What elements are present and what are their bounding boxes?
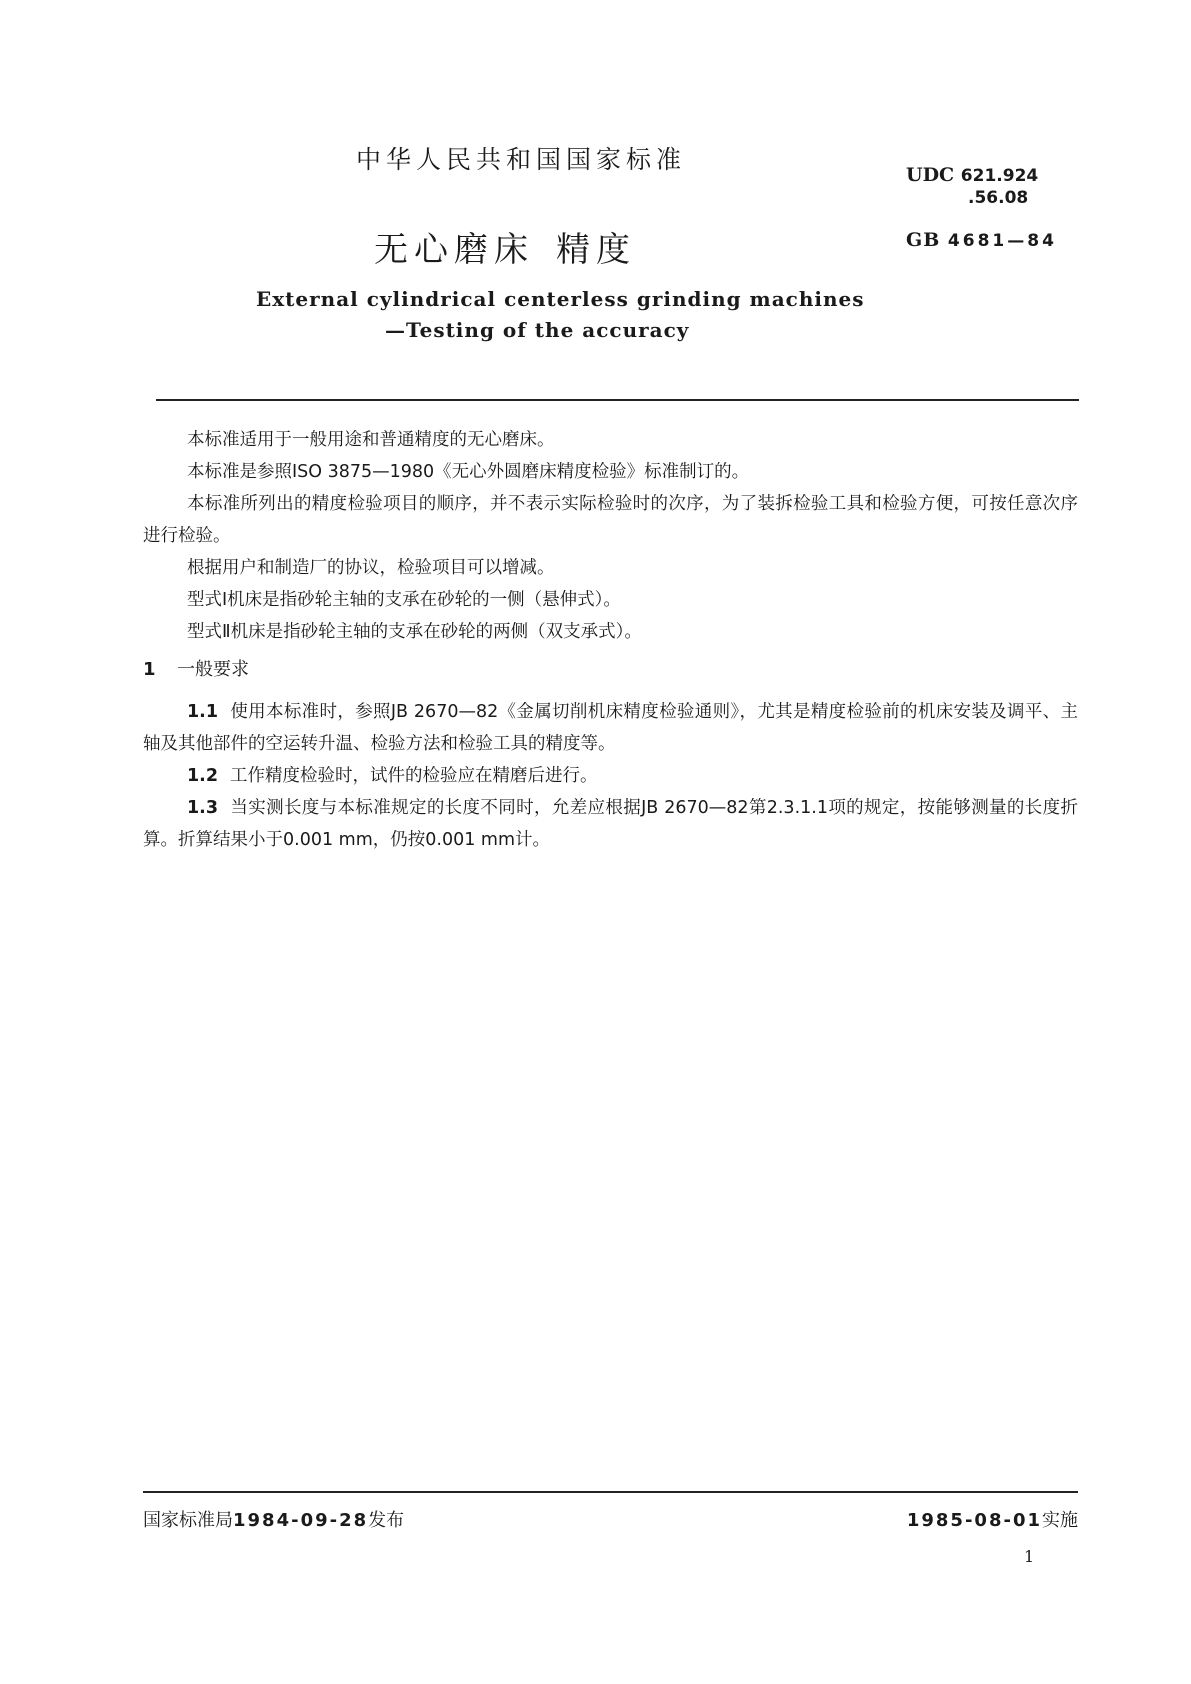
gb-label: GB xyxy=(906,229,941,251)
clause-1-1 xyxy=(143,696,1078,760)
document-body xyxy=(143,424,1078,856)
udc-number: 621.924 xyxy=(960,166,1039,186)
clause-number: 1.3 xyxy=(187,798,219,818)
clause-1-2 xyxy=(143,760,1078,792)
section-1-heading xyxy=(143,654,1078,686)
clause-1-3 xyxy=(143,792,1078,856)
effective-statement xyxy=(893,1506,1078,1532)
page-number: 1 xyxy=(1024,1547,1035,1566)
intro-paragraph: 本标准所列出的精度检验项目的顺序，并不表示实际检验时的次序，为了装拆检验工具和检验方便，可按任意次序进行检验。 xyxy=(143,494,1078,546)
effective-date: 1985-08-01 xyxy=(906,1510,1042,1531)
issuer: 国家标准局 xyxy=(143,1510,233,1531)
intro-paragraph: 型式Ⅱ机床是指砂轮主轴的支承在砂轮的两侧（双支承式）。 xyxy=(187,622,642,642)
document-title-suffix: 精度 xyxy=(556,230,636,270)
english-title-line1: External cylindrical centerless grinding machines xyxy=(256,287,865,311)
national-standard-heading: 中华人民共和国国家标准 xyxy=(356,145,687,174)
section-title: 一般要求 xyxy=(177,659,249,680)
document-title xyxy=(374,222,636,271)
clause-text: 工作精度检验时，试件的检验应在精磨后进行。 xyxy=(230,766,598,786)
clause-text: 当实测长度与本标准规定的长度不同时，允差应根据JB 2670—82第2.3.1.1项的规定，按能够测量的长度折算。折算结果小于0.001 mm，仍按0.001 mm计。 xyxy=(143,798,1078,850)
intro-paragraph: 本标准是参照ISO 3875—1980《无心外圆磨床精度检验》标准制订的。 xyxy=(187,462,750,482)
gb-number: 4681—84 xyxy=(947,231,1057,251)
issue-date: 1984-09-28 xyxy=(233,1510,369,1531)
bottom-divider xyxy=(143,1491,1078,1493)
clause-text: 使用本标准时，参照JB 2670—82《金属切削机床精度检验通则》，尤其是精度检验前的机床安装及调平、主轴及其他部件的空运转升温、检验方法和检验工具的精度等。 xyxy=(143,702,1078,754)
udc-code xyxy=(906,164,1038,186)
english-title xyxy=(256,284,865,346)
issue-statement xyxy=(143,1506,404,1532)
udc-label: UDC xyxy=(906,164,955,186)
top-divider xyxy=(156,399,1079,401)
clause-number: 1.1 xyxy=(187,702,219,722)
document-title-main: 无心磨床 xyxy=(374,230,534,270)
english-title-line2: —Testing of the accuracy xyxy=(385,318,690,342)
effective-suffix: 实施 xyxy=(1042,1510,1078,1531)
intro-paragraph: 型式Ⅰ机床是指砂轮主轴的支承在砂轮的一侧（悬伸式）。 xyxy=(187,590,621,610)
clause-number: 1.2 xyxy=(187,766,219,786)
intro-paragraph: 根据用户和制造厂的协议，检验项目可以增减。 xyxy=(187,558,555,578)
issue-suffix: 发布 xyxy=(368,1510,405,1531)
section-number: 1 xyxy=(143,659,156,680)
intro-paragraph: 本标准适用于一般用途和普通精度的无心磨床。 xyxy=(187,430,555,450)
gb-code xyxy=(906,229,1057,251)
udc-sub-number: .56.08 xyxy=(968,188,1029,208)
